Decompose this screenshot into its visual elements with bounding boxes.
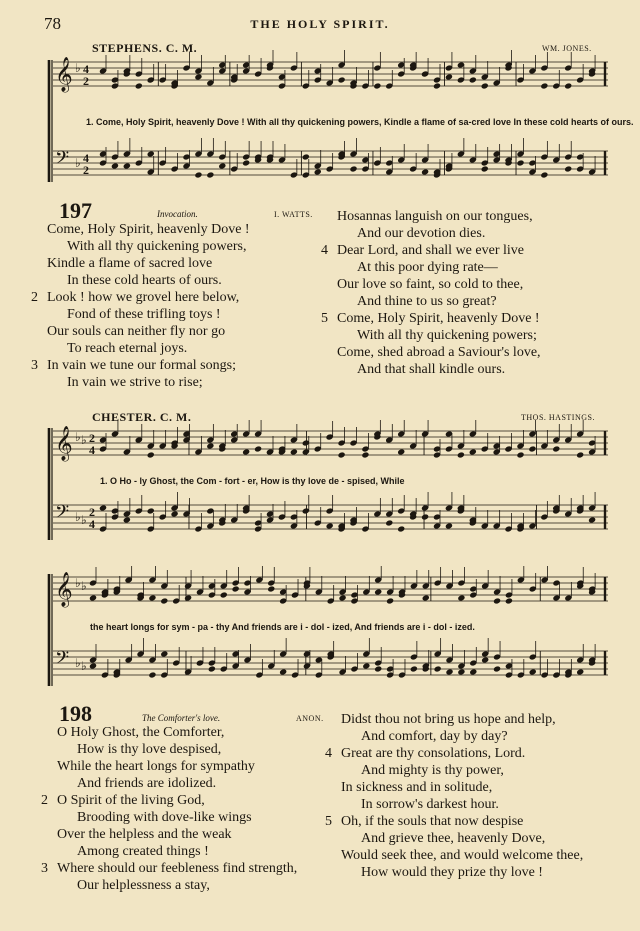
note-head	[588, 516, 596, 523]
flat-sign: ♭	[75, 156, 81, 170]
verse-line	[337, 208, 541, 225]
time-signature: 4	[83, 62, 89, 76]
note-head	[148, 594, 156, 601]
verse-text: Our love so faint, so cold to thee,	[337, 277, 524, 292]
verse-line	[337, 361, 541, 378]
verse-line	[47, 272, 250, 289]
verse-line	[47, 238, 250, 255]
note-head	[445, 668, 453, 675]
note-head	[469, 76, 477, 83]
verse-text: Hosannas languish on our tongues,	[337, 209, 533, 224]
note-head	[529, 668, 537, 675]
verse-text: Come, shed abroad a Saviour's love,	[337, 345, 541, 360]
note-head	[469, 448, 477, 455]
tune-name: STEPHENS. C. M.	[92, 41, 198, 55]
clef-symbol: 𝄞	[55, 57, 73, 92]
note-head	[206, 171, 214, 178]
running-title: THE HOLY SPIRIT.	[250, 17, 390, 31]
clef-symbol: 𝄢	[55, 502, 70, 527]
hymn-author: I. WATTS.	[274, 210, 313, 219]
flat-sign: ♭	[81, 433, 87, 447]
stanza	[41, 792, 297, 860]
note-head	[397, 448, 405, 455]
note-head	[528, 445, 536, 452]
verse-text: Come, Holy Spirit, heavenly Dove !	[337, 311, 540, 326]
verse-line	[321, 242, 541, 259]
note-head	[123, 162, 131, 169]
note-head	[410, 665, 418, 672]
composer: THOS. HASTINGS.	[521, 413, 595, 422]
verse-line	[341, 847, 583, 864]
hymn-title: The Comforter's love.	[142, 713, 221, 723]
verse-line	[341, 779, 583, 796]
verse-line	[57, 758, 297, 775]
flat-sign: ♭	[81, 579, 87, 593]
verse-text: Would seek thee, and would welcome thee,	[341, 848, 584, 863]
note-head	[385, 519, 393, 526]
note-head	[421, 513, 429, 520]
clef-symbol: 𝄞	[55, 572, 73, 607]
tune-name: CHESTER. C. M.	[92, 410, 192, 424]
stanza-number: 3	[41, 861, 48, 876]
verse-line	[47, 255, 250, 272]
note-head	[540, 171, 548, 178]
clef-symbol: 𝄞	[55, 426, 73, 461]
note-head	[148, 671, 156, 678]
stanza	[47, 221, 250, 289]
note-head	[89, 594, 97, 601]
note-head	[218, 162, 226, 169]
note-head	[493, 665, 501, 672]
verse-text: O Spirit of the living God,	[57, 793, 205, 808]
note-head	[338, 76, 346, 83]
note-head	[135, 82, 143, 89]
stanza	[321, 242, 541, 310]
note-head	[339, 594, 347, 601]
note-head	[194, 73, 202, 80]
note-head	[362, 662, 370, 669]
lyric-line: 1. Come, Holy Spirit, heavenly Dove ! With all thy quickening powers, Kindle a flame of sa-cred love In these cold hearts of ours.	[86, 117, 634, 127]
note-head	[99, 504, 107, 511]
verse-text: Kindle a flame of sacred love	[47, 256, 213, 271]
note-head	[552, 445, 560, 452]
note-head	[184, 594, 192, 601]
verse-text: Brooding with dove-like wings	[77, 810, 252, 825]
verse-line	[337, 344, 541, 361]
note-head	[457, 594, 465, 601]
verse-column-right	[321, 208, 541, 378]
verse-line	[47, 374, 250, 391]
note-head	[422, 594, 430, 601]
verse-line	[341, 864, 583, 881]
note-head	[290, 448, 298, 455]
note-head	[242, 159, 250, 166]
stanza	[57, 724, 297, 792]
note-head	[314, 168, 322, 175]
verse-text: Oh, if the souls that now despise	[341, 814, 524, 829]
note-head	[147, 451, 155, 458]
note-head	[220, 591, 228, 598]
verse-line	[337, 327, 541, 344]
note-head	[160, 650, 168, 657]
note-head	[279, 668, 287, 675]
note-head	[361, 451, 369, 458]
flat-sign: ♭	[75, 576, 81, 590]
verse-column-left	[31, 221, 250, 391]
verse-text: And mighty is thy power,	[361, 763, 504, 778]
verse-line	[47, 306, 250, 323]
note-head	[374, 665, 382, 672]
verse-line	[341, 762, 583, 779]
note-head	[481, 165, 489, 172]
note-head	[457, 451, 465, 458]
note-head	[445, 73, 453, 80]
note-head	[160, 597, 168, 604]
verse-text: And friends are idolized.	[77, 776, 217, 791]
verse-text: With all thy quickening powers;	[357, 328, 537, 343]
stanza-number: 5	[325, 814, 332, 829]
verse-line	[325, 745, 583, 762]
verse-line	[31, 289, 250, 306]
lyric-line: the heart longs for sym - pa - thy And friends are i - dol - ized, And friends are i - dol - ized.	[90, 622, 475, 632]
verse-line	[47, 323, 250, 340]
verse-text: In vain we strive to rise;	[67, 375, 203, 390]
flat-sign: ♭	[75, 430, 81, 444]
verse-line	[31, 357, 250, 374]
flat-sign: ♭	[75, 61, 81, 75]
note-head	[397, 525, 405, 532]
stanza-number: 4	[321, 243, 328, 258]
note-head	[232, 585, 240, 592]
hymn-number: 197	[59, 198, 92, 223]
note-head	[386, 597, 394, 604]
verse-text: How is thy love despised,	[77, 742, 222, 757]
verse-text: While the heart longs for sympathy	[57, 759, 255, 774]
verse-text: And thine to us so great?	[357, 294, 497, 309]
verse-text: In these cold hearts of ours.	[67, 273, 222, 288]
verse-text: In sickness and in solitude,	[341, 780, 493, 795]
verse-line	[337, 225, 541, 242]
verse-line	[57, 809, 297, 826]
note-head	[540, 82, 548, 89]
composer: WM. JONES.	[542, 44, 592, 53]
verse-text: Our helplessness a stay,	[77, 878, 210, 893]
verse-line	[341, 830, 583, 847]
time-signature: 2	[83, 74, 89, 88]
stanza-number: 2	[41, 793, 48, 808]
hymn-title: Invocation.	[157, 209, 198, 219]
note-head	[421, 168, 429, 175]
note-head	[326, 522, 334, 529]
verse-line	[337, 293, 541, 310]
verse-text: Fond of these trifling toys !	[67, 307, 221, 322]
verse-column-right	[325, 711, 584, 881]
time-signature: 2	[89, 505, 95, 519]
flat-sign: ♭	[81, 513, 87, 527]
note-head	[481, 82, 489, 89]
stanza	[321, 310, 541, 378]
verse-text: Great are thy consolations, Lord.	[341, 746, 526, 761]
verse-text: Our souls can neither fly nor go	[47, 324, 226, 339]
verse-line	[325, 813, 583, 830]
verse-text: And grieve thee, heavenly Dove,	[361, 831, 546, 846]
verse-line	[57, 741, 297, 758]
note-head	[349, 165, 357, 172]
verse-line	[321, 310, 541, 327]
hymn-number: 198	[59, 701, 92, 726]
note-head	[194, 171, 202, 178]
time-signature: 4	[89, 443, 95, 457]
verse-line	[57, 826, 297, 843]
stanza	[325, 745, 583, 813]
clef-symbol: 𝄢	[55, 648, 70, 673]
note-head	[111, 162, 119, 169]
verse-line	[57, 877, 297, 894]
note-head	[564, 82, 572, 89]
note-head	[445, 522, 453, 529]
verse-text: In vain we tune our formal songs;	[47, 358, 236, 373]
note-head	[89, 662, 97, 669]
verse-line	[57, 843, 297, 860]
stanza	[337, 208, 541, 242]
verse-line	[57, 724, 297, 741]
verse-line	[341, 796, 583, 813]
verse-text: In sorrow's darkest hour.	[361, 797, 499, 812]
stanza-number: 2	[31, 290, 38, 305]
note-head	[267, 585, 275, 592]
note-head	[242, 448, 250, 455]
time-signature: 2	[83, 163, 89, 177]
flat-sign: ♭	[81, 659, 87, 673]
time-signature: 2	[89, 431, 95, 445]
verse-line	[47, 221, 250, 238]
note-head	[564, 165, 572, 172]
stanza-number: 5	[321, 311, 328, 326]
note-head	[374, 588, 382, 595]
stanza	[41, 860, 298, 894]
verse-line	[41, 860, 298, 877]
time-signature: 4	[83, 151, 89, 165]
verse-text: Come, Holy Spirit, heavenly Dove !	[47, 222, 250, 237]
verse-text: Where should our feebleness find strength,	[57, 861, 298, 876]
verse-line	[337, 259, 541, 276]
note-head	[206, 442, 214, 449]
verse-text: Dear Lord, and shall we ever live	[337, 243, 524, 258]
verse-text: Over the helpless and the weak	[57, 827, 232, 842]
time-signature: 4	[89, 517, 95, 531]
verse-line	[57, 775, 297, 792]
verse-text: Look ! how we grovel here below,	[47, 290, 240, 305]
note-head	[469, 668, 477, 675]
note-head	[457, 668, 465, 675]
note-head	[373, 82, 381, 89]
verse-text: O Holy Ghost, the Comforter,	[57, 725, 225, 740]
verse-column-left	[41, 724, 298, 894]
note-head	[516, 451, 524, 458]
stanza-number: 3	[31, 358, 38, 373]
note-head	[434, 665, 442, 672]
verse-line	[337, 276, 541, 293]
verse-text: And that shall kindle ours.	[357, 362, 506, 377]
page-number: 78	[44, 14, 61, 33]
note-head	[208, 665, 216, 672]
verse-text: Didst thou not bring us hope and help,	[341, 712, 556, 727]
flat-sign: ♭	[75, 510, 81, 524]
verse-line	[341, 728, 583, 745]
stanza	[31, 357, 250, 391]
verse-line	[47, 340, 250, 357]
stanza	[31, 289, 250, 357]
stanza-number: 4	[325, 746, 332, 761]
note-head	[493, 597, 501, 604]
note-head	[516, 159, 524, 166]
note-head	[576, 668, 584, 675]
flat-sign: ♭	[75, 656, 81, 670]
verse-text: At this poor dying rate—	[357, 260, 498, 275]
verse-text: Among created things !	[77, 844, 209, 859]
lyric-line: 1. O Ho - ly Ghost, the Com - fort - er, How is thy love de - spised, While	[100, 476, 405, 486]
note-head	[576, 451, 584, 458]
verse-text: And comfort, day by day?	[361, 729, 508, 744]
note-head	[171, 510, 179, 517]
hymn-author: ANON.	[296, 714, 324, 723]
clef-symbol: 𝄢	[55, 148, 70, 173]
verse-line	[41, 792, 297, 809]
verse-text: To reach eternal joys.	[67, 341, 188, 356]
note-head	[481, 656, 489, 663]
note-head	[254, 445, 262, 452]
stanza	[325, 813, 584, 881]
verse-text: How would they prize thy love !	[361, 865, 543, 880]
verse-text: With all thy quickening powers,	[67, 239, 247, 254]
note-head	[505, 597, 513, 604]
note-head	[433, 82, 441, 89]
verse-text: And our devotion dies.	[357, 226, 486, 241]
note-head	[123, 516, 131, 523]
stanza	[341, 711, 583, 745]
note-head	[338, 451, 346, 458]
verse-line	[341, 711, 583, 728]
